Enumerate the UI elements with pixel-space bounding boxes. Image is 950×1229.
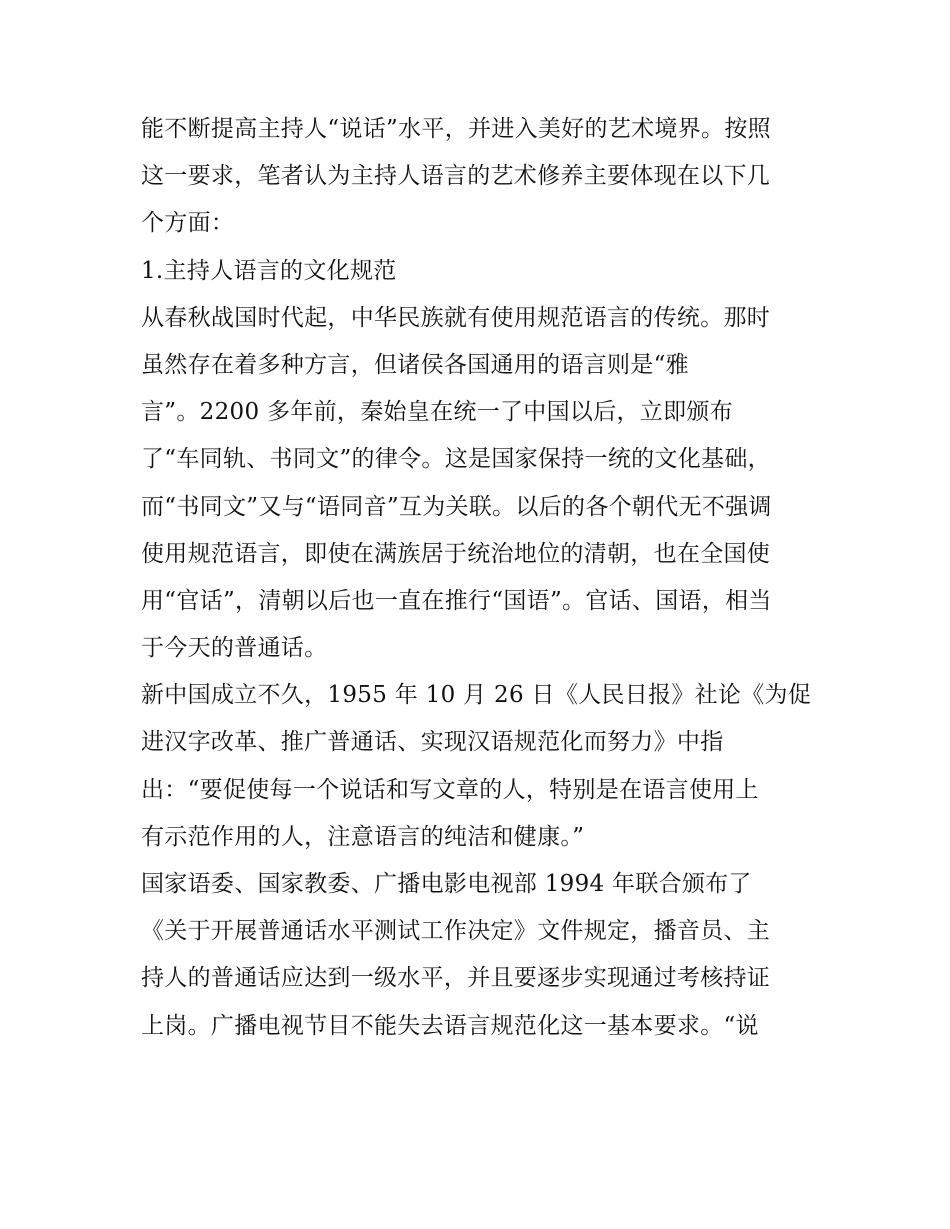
text-line: 有示范作用的人，注意语言的纯洁和健康。” <box>141 823 585 850</box>
text-line: 《关于开展普通话水平测试工作决定》文件规定，播音员、主 <box>141 918 771 945</box>
text-line: 而“书同文”又与“语同音”互为关联。以后的各个朝代无不强调 <box>141 493 772 520</box>
text-line: 进汉字改革、推广普通话、实现汉语规范化而努力》中指 <box>141 729 724 756</box>
text-line: 能不断提高主持人“说话”水平，并进入美好的艺术境界。按照 <box>141 116 771 142</box>
text-line: 这一要求，笔者认为主持人语言的艺术修养主要体现在以下几 <box>141 163 771 190</box>
text-line: 从春秋战国时代起，中华民族就有使用规范语言的传统。那时 <box>141 304 771 331</box>
text-line: 虽然存在着多种方言，但诸侯各国通用的语言则是“雅 <box>141 351 689 378</box>
text-line: 持人的普通话应达到一级水平，并且要逐步实现通过考核持证 <box>141 965 771 992</box>
text-line: 使用规范语言，即使在满族居于统治地位的清朝，也在全国使 <box>141 540 771 567</box>
text-line: 言”。2200 多年前，秦始皇在统一了中国以后，立即颁布 <box>141 399 734 426</box>
text-line: 用“官话”，清朝以后也一直在推行“国语”。官话、国语，相当 <box>141 587 772 614</box>
body-text <box>141 106 821 1050</box>
text-line: 国家语委、国家教委、广播电影电视部 1994 年联合颁布了 <box>141 871 752 897</box>
text-line: 个方面： <box>141 210 235 237</box>
text-line: 出：“要促使每一个说话和写文章的人，特别是在语言使用上 <box>141 776 759 803</box>
text-line: 了“车同轨、书同文”的律令。这是国家保持一统的文化基础， <box>141 446 771 473</box>
text-line: 新中国成立不久，1955 年 10 月 26 日《人民日报》社论《为促 <box>141 682 812 709</box>
text-line: 上岗。广播电视节目不能失去语言规范化这一基本要求。“说 <box>141 1012 759 1039</box>
section-heading: 1.主持人语言的文化规范 <box>141 257 397 284</box>
text-line: 于今天的普通话。 <box>141 635 328 662</box>
